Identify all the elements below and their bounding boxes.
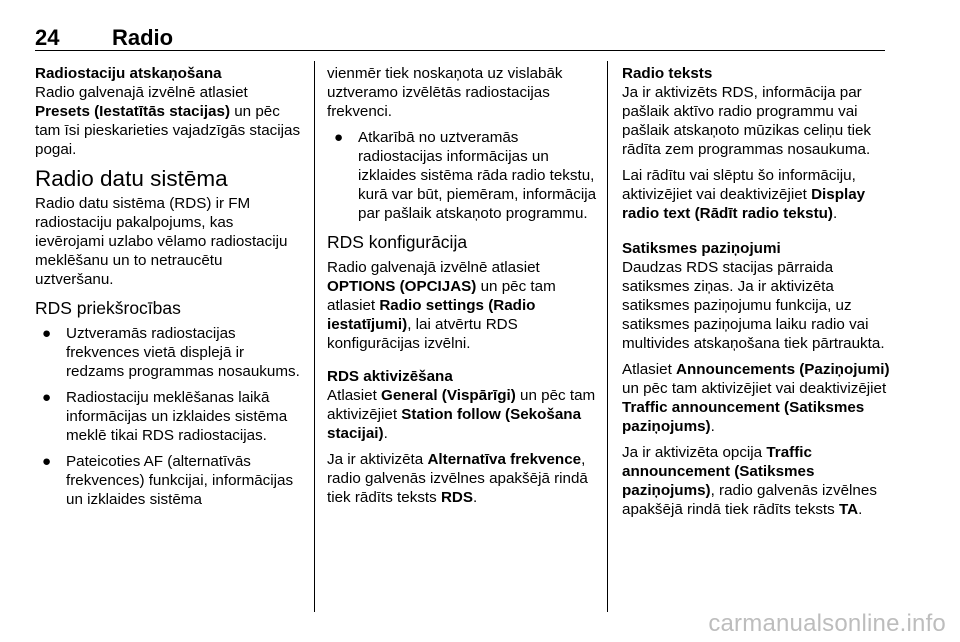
- ui-term-presets: Presets (Iestatītās stacijas): [35, 103, 231, 120]
- text: .: [832, 205, 838, 222]
- ui-term-display-radio-text: Display radio text (Rādīt radio tekstu): [622, 186, 866, 222]
- list-item: [35, 452, 305, 509]
- text: Radio galvenajā izvēlnē atlasiet: [35, 84, 248, 101]
- column-divider-2: [607, 61, 608, 612]
- bullet-icon: ●: [42, 325, 52, 342]
- paragraph-display-text: [622, 166, 890, 223]
- heading-satiksmes-pazinojumi: Satiksmes paziņojumi: [622, 240, 781, 257]
- column-divider-1: [314, 61, 315, 612]
- list-item-text: Uztveramās radiostacijas frekvences vietā displejā ir redzams programmas nosaukums.: [66, 325, 300, 380]
- text: Atlasiet: [327, 387, 382, 404]
- heading-radio-datu-sistema: Radio datu sistēma: [35, 166, 228, 191]
- ui-term-alternativa: Alternatīva frekvence: [427, 451, 582, 468]
- column-3: [622, 64, 890, 526]
- text: un pēc tam īsi pieskarieties vajadzīgās stacijas pogai.: [35, 103, 301, 158]
- text: un pēc tam aktivizējiet: [327, 387, 596, 423]
- list-item: [35, 324, 305, 381]
- ui-term-station-follow: Station follow (Sekošana stacijai): [327, 406, 582, 442]
- ui-term-traffic-announcement: Traffic announcement (Satiksmes paziņojums): [622, 399, 865, 435]
- bullet-icon: ●: [42, 453, 52, 470]
- heading-rds-aktivizesana: RDS aktivizēšana: [327, 368, 453, 385]
- text: Ja ir aktivizēta opcija: [622, 444, 767, 461]
- list-item: [35, 388, 305, 445]
- list-item: [327, 128, 597, 223]
- paragraph-rds-aktiv: [327, 386, 597, 443]
- page-number: 24: [35, 25, 60, 50]
- bullet-continuation: vienmēr tiek noskaņota uz vislabāk uztveramo izvēlētās radiostacijas frekvenci.: [327, 65, 563, 120]
- text: , radio galvenās izvēlnes apakšējā rindā tiek rādīts teksts: [622, 482, 877, 518]
- text: .: [473, 489, 478, 506]
- text: Radio galvenajā izvēlnē atlasiet: [327, 259, 540, 276]
- paragraph-announcements: [622, 360, 890, 436]
- ui-term-radio-settings: Radio settings (Radio iestatījumi): [327, 297, 536, 333]
- heading-radio-teksts: Radio teksts: [622, 65, 713, 82]
- text: .: [858, 501, 863, 518]
- text: , lai atvērtu RDS konfigurācijas izvēlni.: [327, 316, 518, 352]
- text: Atlasiet: [622, 361, 677, 378]
- text: un pēc tam atlasiet: [327, 278, 556, 314]
- text: .: [383, 425, 388, 442]
- paragraph-rds-konfig: [327, 258, 597, 353]
- list-item-text: Pateicoties AF (alternatīvās frekvences) funkcijai, informācijas un izklaides sistēma: [66, 453, 294, 508]
- ui-term-announcements: Announcements (Paziņojumi): [676, 361, 890, 378]
- paragraph-alternativa: [327, 450, 597, 507]
- text: Ja ir aktivizēta: [327, 451, 428, 468]
- ui-term-options: OPTIONS (OPCIJAS): [327, 278, 477, 295]
- ui-term-rds: RDS: [440, 489, 474, 506]
- bullet-list-rds: [35, 324, 305, 509]
- bullet-icon: ●: [42, 389, 52, 406]
- text: .: [710, 418, 715, 435]
- ui-term-ta: TA: [838, 501, 859, 518]
- ui-term-general: General (Vispārīgi): [381, 387, 516, 404]
- column-1: [35, 64, 305, 516]
- list-item-text: Radiostaciju meklēšanas laikā informācijas un izklaides sistēma meklē tikai RDS radiostacijas.: [66, 389, 288, 444]
- bullet-list-rds-cont: [327, 128, 597, 223]
- paragraph-ta: [622, 443, 890, 519]
- text: un pēc tam aktivizējiet vai deaktivizējiet: [622, 380, 887, 397]
- header-rule: [35, 50, 885, 51]
- heading-radiostaciju-atskanosana: Radiostaciju atskaņošana: [35, 65, 222, 82]
- paragraph-satiksme: Daudzas RDS stacijas pārraida satiksmes ziņas. Ja ir aktivizēta satiksmes paziņojumu funkcija, uz satiksmes paziņojuma laiku radio vai multivides atskaņošana tiek pārtraukta.: [622, 259, 885, 352]
- paragraph-radio-teksts: Ja ir aktivizēts RDS, informācija par pašlaik aktīvo radio programmu vai pašlaik atskaņoto mūzikas celiņu tiek rādīta zem programmas nosaukuma.: [622, 84, 872, 158]
- ui-term-traffic-announcement-2: Traffic announcement (Satiksmes paziņojums): [622, 444, 815, 499]
- text: , radio galvenās izvēlnes apakšējā rindā tiek rādīts teksts: [327, 451, 588, 506]
- paragraph-rds-intro: Radio datu sistēma (RDS) ir FM radiostaciju pakalpojums, kas ievērojami uzlabo vēlamo radiostaciju meklēšanu un to netraucētu uztveršanu.: [35, 195, 288, 288]
- section-title: Radio: [112, 25, 174, 50]
- bullet-icon: ●: [334, 129, 344, 146]
- watermark: carmanualsonline.info: [708, 610, 946, 637]
- column-2: [327, 64, 597, 514]
- text: Lai rādītu vai slēptu šo informāciju, aktivizējiet vai deaktivizējiet: [622, 167, 856, 203]
- heading-rds-konfiguracija: RDS konfigurācija: [327, 232, 468, 252]
- heading-rds-prieksrocibas: RDS priekšrocības: [35, 298, 181, 318]
- page-header: [35, 26, 885, 50]
- paragraph-presets: [35, 83, 305, 159]
- list-item-text: Atkarībā no uztveramās radiostacijas informācijas un izklaides sistēma rāda radio tekstu, kurā var būt, piemēram, informācija par pašlaik atskaņoto programmu.: [358, 129, 597, 222]
